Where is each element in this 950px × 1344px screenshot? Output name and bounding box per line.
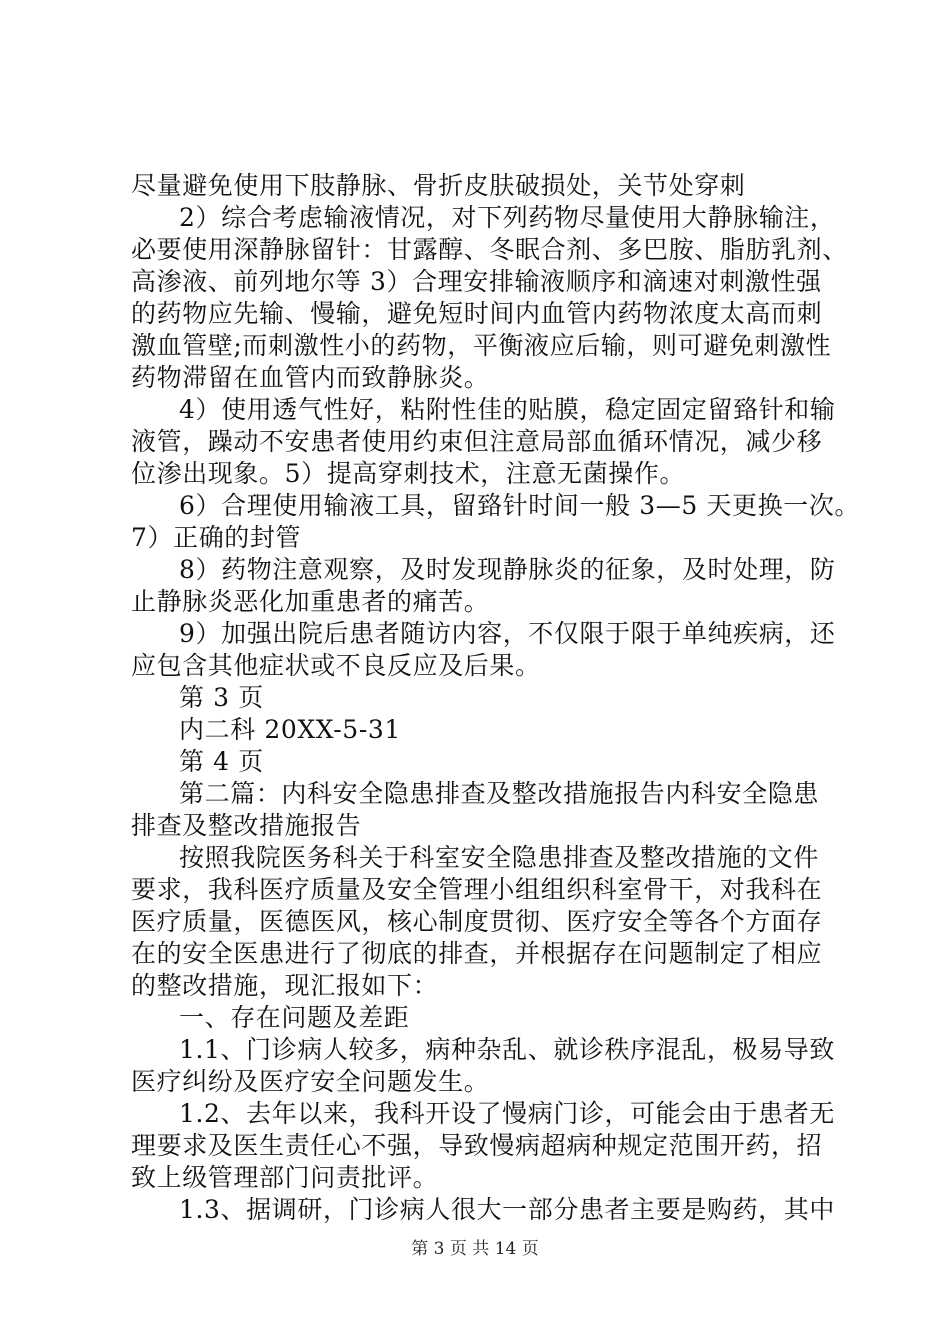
text-line: 必要使用深静脉留针：甘露醇、冬眠合剂、多巴胺、脂肪乳剂、	[131, 235, 848, 264]
text-line: 高渗液、前列地尔等 3）合理安排输液顺序和滴速对刺激性强	[131, 267, 822, 296]
text-line: 按照我院医务科关于科室安全隐患排查及整改措施的文件	[179, 843, 820, 872]
page-footer: 第 3 页 共 14 页	[411, 1239, 539, 1259]
document-body	[131, 170, 861, 1226]
text-line: 尽量避免使用下肢静脉、骨折皮肤破损处，关节处穿刺	[131, 171, 746, 200]
text-line: 的整改措施，现汇报如下：	[131, 971, 439, 1000]
text-line: 药物滞留在血管内而致静脉炎。	[131, 363, 490, 392]
text-line: 1.1、门诊病人较多，病种杂乱、就诊秩序混乱，极易导致	[179, 1035, 835, 1064]
text-line: 液管，躁动不安患者使用约束但注意局部血循环情况，减少移	[131, 427, 823, 456]
text-line: 理要求及医生责任心不强，导致慢病超病种规定范围开药，招	[131, 1131, 823, 1160]
text-line: 1.2、去年以来，我科开设了慢病门诊，可能会由于患者无	[179, 1099, 835, 1128]
text-line: 4）使用透气性好，粘附性佳的贴膜，稳定固定留臵针和输	[179, 395, 836, 424]
page-marker: 第 3 页	[179, 683, 264, 712]
text-line: 7）正确的封管	[131, 523, 302, 552]
text-line: 医疗纠纷及医疗安全问题发生。	[131, 1067, 490, 1096]
text-line: 要求，我科医疗质量及安全管理小组组织科室骨干，对我科在	[131, 875, 823, 904]
section-title: 排查及整改措施报告	[131, 811, 362, 840]
text-line: 的药物应先输、慢输，避免短时间内血管内药物浓度太高而刺	[131, 299, 823, 328]
text-line: 致上级管理部门问责批评。	[131, 1163, 439, 1192]
text-line: 9）加强出院后患者随访内容，不仅限于限于单纯疾病，还	[179, 619, 836, 648]
text-line: 位渗出现象。5）提高穿刺技术，注意无菌操作。	[131, 459, 686, 488]
text-line: 6）合理使用输液工具，留臵针时间一般 3—5 天更换一次。	[179, 491, 861, 520]
subheading: 一、存在问题及差距	[179, 1003, 410, 1032]
text-line: 8）药物注意观察，及时发现静脉炎的征象，及时处理，防	[179, 555, 836, 584]
text-line: 止静脉炎恶化加重患者的痛苦。	[131, 587, 490, 616]
text-line: 在的安全医患进行了彻底的排查，并根据存在问题制定了相应	[131, 939, 823, 968]
text-line: 应包含其他症状或不良反应及后果。	[131, 651, 541, 680]
section-title: 第二篇：内科安全隐患排查及整改措施报告内科安全隐患	[179, 779, 820, 808]
text-line: 激血管壁;而刺激性小的药物，平衡液应后输，则可避免刺激性	[131, 331, 832, 360]
department-date: 内二科 20XX-5-31	[179, 715, 401, 744]
page-marker: 第 4 页	[179, 747, 264, 776]
text-line: 医疗质量，医德医风，核心制度贯彻、医疗安全等各个方面存	[131, 907, 823, 936]
text-line: 1.3、据调研，门诊病人很大一部分患者主要是购药，其中	[179, 1195, 835, 1224]
text-line: 2）综合考虑输液情况，对下列药物尽量使用大静脉输注，	[179, 203, 836, 232]
